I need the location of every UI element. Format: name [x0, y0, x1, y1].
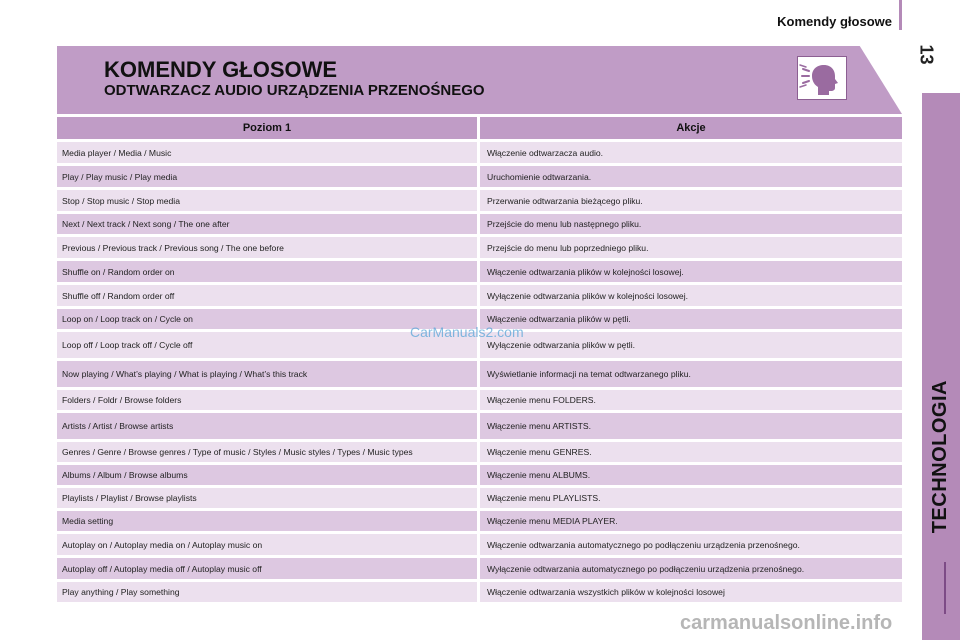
action-cell: Przerwanie odtwarzania bieżącego pliku. [477, 190, 902, 211]
action-cell: Włączenie odtwarzania wszystkich plików w kolejności losowej [477, 582, 902, 602]
section-title: Komendy głosowe [777, 14, 892, 29]
watermark-bottom: carmanualsonline.info [680, 612, 893, 634]
action-cell: Włączenie menu PLAYLISTS. [477, 488, 902, 508]
table-row [57, 439, 902, 462]
action-cell: Włączenie menu FOLDERS. [477, 390, 902, 410]
table-row [57, 282, 902, 306]
command-cell: Loop on / Loop track on / Cycle on [62, 314, 193, 324]
action-cell: Włączenie menu ARTISTS. [477, 413, 902, 439]
watermark-center: CarManuals2.com [410, 324, 524, 340]
table-row [57, 358, 902, 387]
table-row [57, 508, 902, 531]
action-cell: Włączenie odtwarzania plików w pętli. [477, 309, 902, 329]
table-row [57, 211, 902, 234]
action-cell: Włączenie menu MEDIA PLAYER. [477, 511, 902, 531]
command-cell: Stop / Stop music / Stop media [62, 195, 180, 206]
page-subtitle: ODTWARZACZ AUDIO URZĄDZENIA PRZENOŚNEGO [104, 82, 485, 99]
action-cell: Wyłączenie odtwarzania plików w pętli. [477, 332, 902, 358]
command-cell: Folders / Foldr / Browse folders [62, 395, 182, 405]
header-rule [899, 0, 902, 30]
action-cell: Wyłączenie odtwarzania automatycznego po podłączeniu urządzenia przenośnego. [477, 558, 902, 579]
table-row [57, 163, 902, 187]
command-cell: Shuffle on / Random order on [62, 266, 175, 277]
action-cell: Wyświetlanie informacji na temat odtwarzanego pliku. [477, 361, 902, 387]
table-row [57, 187, 902, 211]
table-row [57, 485, 902, 508]
command-cell: Autoplay off / Autoplay media off / Autoplay music off [62, 563, 262, 574]
page-title: KOMENDY GŁOSOWE [104, 57, 338, 82]
command-cell: Artists / Artist / Browse artists [62, 421, 174, 431]
table-row [57, 410, 902, 439]
table-row [57, 462, 902, 485]
action-cell: Włączenie odtwarzania automatycznego po podłączeniu urządzenia przenośnego. [477, 534, 902, 555]
command-cell: Media player / Media / Music [62, 147, 172, 158]
voice-commands-table [57, 117, 902, 602]
action-cell: Włączenie menu GENRES. [477, 442, 902, 462]
command-cell: Autoplay on / Autoplay media on / Autoplay music on [62, 539, 263, 550]
command-cell: Media setting [62, 516, 114, 526]
table-row [57, 387, 902, 410]
command-cell: Genres / Genre / Browse genres / Type of music / Styles / Music styles / Types / Music types [62, 447, 413, 457]
table-row [57, 555, 902, 579]
side-tab-label: TECHNOLOGIA [929, 380, 951, 534]
table-header [57, 117, 902, 139]
action-cell: Wyłączenie odtwarzania plików w kolejności losowej. [477, 285, 902, 306]
action-cell: Włączenie menu ALBUMS. [477, 465, 902, 485]
command-cell: Shuffle off / Random order off [62, 290, 175, 301]
command-cell: Albums / Album / Browse albums [62, 470, 188, 480]
table-row [57, 531, 902, 555]
table-row [57, 234, 902, 258]
action-cell: Przejście do menu lub następnego pliku. [477, 214, 902, 234]
command-cell: Play / Play music / Play media [62, 171, 178, 182]
table-row [57, 258, 902, 282]
action-cell: Włączenie odtwarzania plików w kolejności losowej. [477, 261, 902, 282]
column-header-actions: Akcje [477, 117, 902, 139]
side-tab-rule [944, 562, 946, 614]
action-cell: Uruchomienie odtwarzania. [477, 166, 902, 187]
table-row [57, 579, 902, 602]
side-tab [922, 93, 960, 640]
action-cell: Włączenie odtwarzacza audio. [477, 142, 902, 163]
command-cell: Loop off / Loop track off / Cycle off [62, 340, 193, 350]
command-cell: Next / Next track / Next song / The one after [62, 219, 230, 229]
column-header-level: Poziom 1 [242, 122, 292, 134]
action-cell: Przejście do menu lub poprzedniego pliku. [477, 237, 902, 258]
command-cell: Previous / Previous track / Previous song / The one before [62, 242, 284, 253]
command-cell: Play anything / Play something [62, 587, 180, 597]
command-cell: Playlists / Playlist / Browse playlists [62, 493, 197, 503]
table-row [57, 139, 902, 163]
page-number: 13 [916, 44, 937, 65]
command-cell: Now playing / What’s playing / What is playing / What’s this track [62, 369, 308, 379]
voice-command-icon [797, 56, 847, 100]
